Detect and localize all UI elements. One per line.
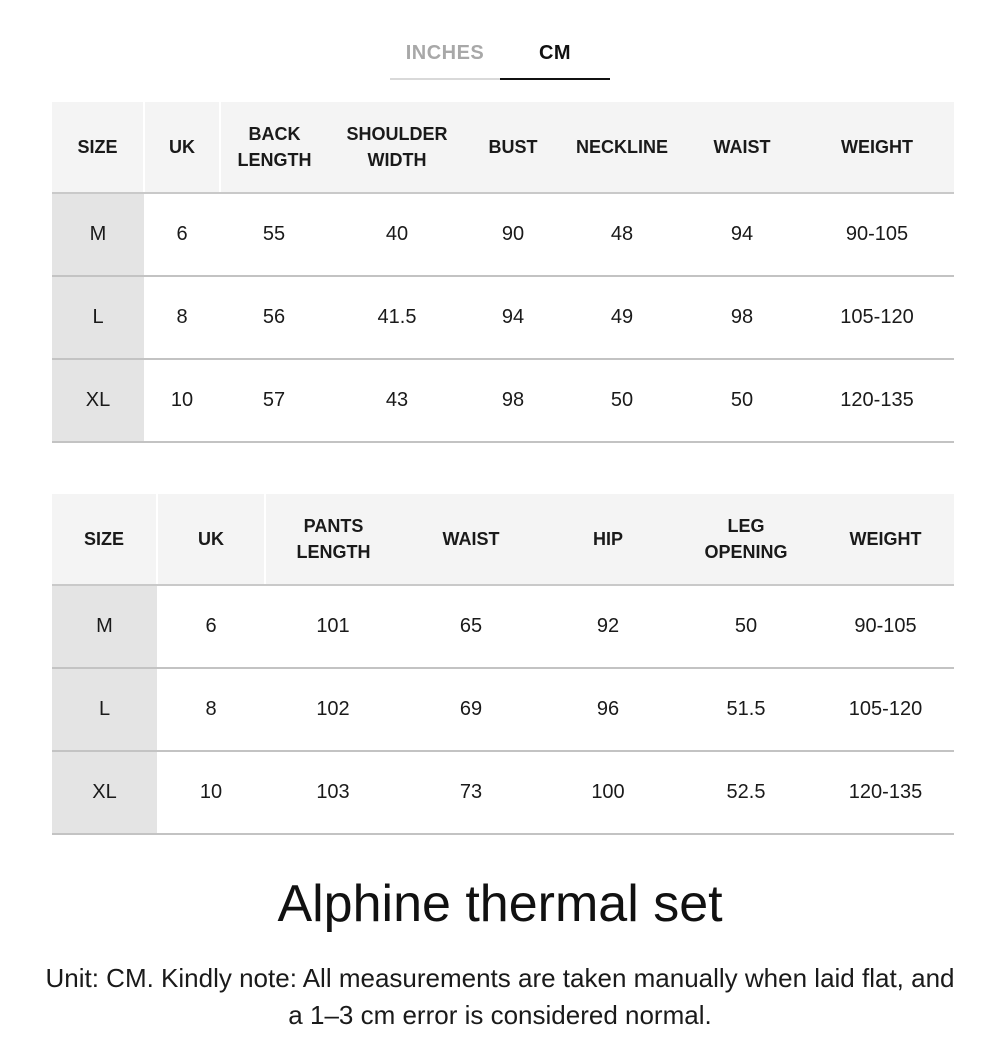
table-cell: 105-120 (817, 668, 954, 751)
header-pants-length (265, 494, 401, 585)
table-cell: 48 (560, 193, 684, 276)
table-cell: 41.5 (328, 276, 466, 359)
table-row (52, 751, 954, 834)
table-cell: 50 (675, 585, 817, 668)
table-cell: 40 (328, 193, 466, 276)
table-cell: 90-105 (817, 585, 954, 668)
table-cell: 98 (684, 276, 800, 359)
table-cell: 8 (144, 276, 220, 359)
header-line: LENGTH (296, 542, 371, 562)
header-shoulder-width (328, 102, 466, 193)
table-cell: 120-135 (817, 751, 954, 834)
table-cell: 92 (541, 585, 675, 668)
table-row (52, 668, 954, 751)
table-row (52, 276, 954, 359)
table-cell: 90-105 (800, 193, 954, 276)
table-cell: 105-120 (800, 276, 954, 359)
header-size: SIZE (52, 494, 157, 585)
table-cell: 98 (466, 359, 560, 442)
table-cell: 103 (265, 751, 401, 834)
table-header-row (52, 102, 954, 193)
top-table-body (52, 193, 954, 442)
header-line: SHOULDER (346, 124, 448, 144)
table-cell: 55 (220, 193, 328, 276)
header-back-length (220, 102, 328, 193)
header-waist: WAIST (401, 494, 541, 585)
table-cell: 96 (541, 668, 675, 751)
table-cell: 52.5 (675, 751, 817, 834)
table-cell: 57 (220, 359, 328, 442)
header-neckline: NECKLINE (560, 102, 684, 193)
header-line: OPENING (704, 542, 788, 562)
header-weight: WEIGHT (800, 102, 954, 193)
table-cell: 100 (541, 751, 675, 834)
size-cell: L (52, 668, 157, 751)
table-row (52, 359, 954, 442)
table-header-row (52, 494, 954, 585)
header-line: BACK (248, 124, 301, 144)
header-line: PANTS (303, 516, 364, 536)
table-row (52, 585, 954, 668)
table-cell: 51.5 (675, 668, 817, 751)
unit-tabs (390, 34, 610, 80)
header-leg-opening (675, 494, 817, 585)
table-cell: 56 (220, 276, 328, 359)
table-cell: 90 (466, 193, 560, 276)
table-cell: 94 (684, 193, 800, 276)
table-cell: 8 (157, 668, 265, 751)
tab-cm[interactable]: CM (500, 34, 610, 80)
table-cell: 94 (466, 276, 560, 359)
header-line: LENGTH (237, 150, 312, 170)
header-line: WIDTH (367, 150, 427, 170)
table-row (52, 193, 954, 276)
table-cell: 69 (401, 668, 541, 751)
tab-inches[interactable]: INCHES (390, 34, 500, 80)
measurement-note: Unit: CM. Kindly note: All measurements are taken manually when laid flat, and a 1–3 cm error is considered normal. (45, 963, 955, 1030)
table-cell: 6 (157, 585, 265, 668)
table-cell: 10 (144, 359, 220, 442)
size-cell: M (52, 193, 144, 276)
header-uk: UK (144, 102, 220, 193)
header-waist: WAIST (684, 102, 800, 193)
table-cell: 101 (265, 585, 401, 668)
table-cell: 73 (401, 751, 541, 834)
header-uk: UK (157, 494, 265, 585)
table-cell: 65 (401, 585, 541, 668)
header-line: LEG (727, 516, 765, 536)
header-bust: BUST (466, 102, 560, 193)
header-hip: HIP (541, 494, 675, 585)
table-cell: 50 (684, 359, 800, 442)
table-cell: 102 (265, 668, 401, 751)
table-cell: 43 (328, 359, 466, 442)
size-cell: XL (52, 751, 157, 834)
size-cell: M (52, 585, 157, 668)
size-cell: L (52, 276, 144, 359)
header-size: SIZE (52, 102, 144, 193)
table-cell: 120-135 (800, 359, 954, 442)
table-cell: 6 (144, 193, 220, 276)
table-cell: 49 (560, 276, 684, 359)
product-title: Alphine thermal set (277, 875, 723, 933)
table-cell: 50 (560, 359, 684, 442)
size-cell: XL (52, 359, 144, 442)
pants-size-table (52, 494, 954, 835)
table-cell: 10 (157, 751, 265, 834)
pants-table-body (52, 585, 954, 834)
top-size-table (52, 102, 954, 443)
header-weight: WEIGHT (817, 494, 954, 585)
